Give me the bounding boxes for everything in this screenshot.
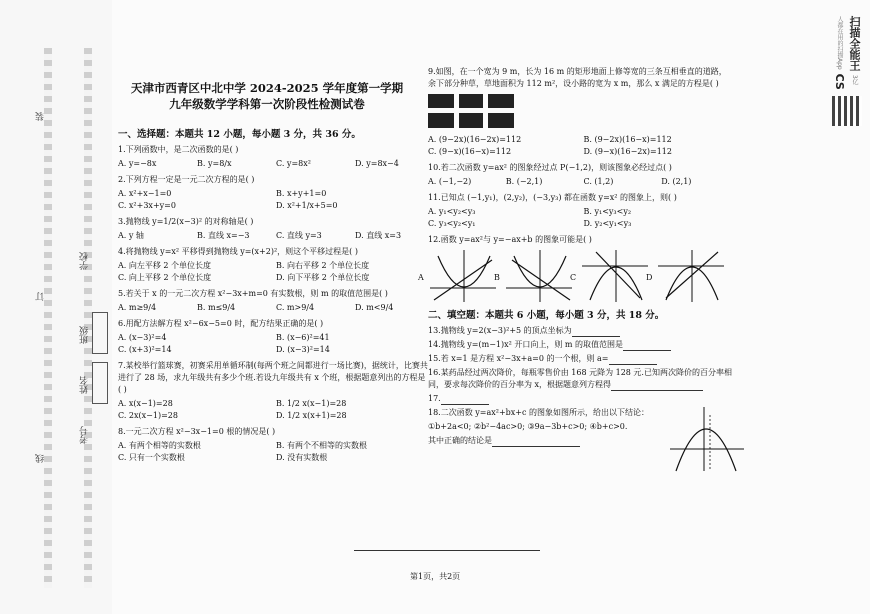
option: C. (1,2)	[583, 177, 614, 186]
field-name: 姓名	[80, 376, 90, 394]
qr-code	[832, 96, 862, 126]
option: D. 没有实数根	[276, 453, 328, 462]
binding-tapes	[44, 48, 96, 588]
exam-content	[112, 62, 845, 592]
left-column	[118, 126, 428, 468]
question: 7.某校举行篮球赛，初赛采用单循环制(每两个班之间都进行一场比赛)，据统计，比赛共进行了 28 场，求九年级共有多少个班.若设九年级共有 x 个班，根据题意列出的方程是( )	[118, 361, 428, 394]
fill-question: 17.	[428, 393, 733, 405]
option: D. x²+1/x+5=0	[276, 201, 338, 210]
answer-blank	[623, 341, 671, 351]
option: A. y 轴	[118, 231, 144, 240]
option: B. 1/2 x(x−1)=28	[276, 399, 347, 408]
title-line2: 九年级数学学科第一次阶段性检测试卷	[169, 97, 365, 111]
parabola-graph	[504, 248, 577, 304]
field-id: 考号	[80, 426, 90, 444]
options	[118, 302, 428, 314]
option: C. (9−x)(16−x)=112	[428, 147, 512, 156]
pencil-mark	[354, 550, 540, 551]
question: 8.一元二次方程 x²−3x−1=0 根的情况是( )	[118, 427, 276, 436]
question: 4.将抛物线 y=x² 平移得到抛物线 y=(x+2)²，则这个平移过程是( )	[118, 247, 358, 256]
answer-blank	[572, 327, 620, 337]
options	[118, 440, 428, 464]
section-heading: 二、填空题：本题共 6 小题，每小题 3 分，共 18 分。	[428, 310, 665, 321]
fill-question: 15.若 x=1 是方程 x²−3x+a=0 的一个根，则 a=	[428, 353, 733, 365]
option: A. (x−3)²=4	[118, 333, 167, 342]
question: 10.若二次函数 y=ax² 的图象经过点 P(−1,2)，则该图象必经过点( )	[428, 163, 672, 172]
brand-sub: 3亿人都在用的扫描App	[836, 16, 858, 85]
option: C. (x+3)²=14	[118, 345, 172, 354]
fill-question: 16.某药品经过两次降价，每瓶零售价由 168 元降为 128 元.已知两次降价的百分率相同，要求每次降价的百分率为 x，根据题意列方程得	[428, 368, 732, 389]
option: B. (9−2x)(16−x)=112	[583, 135, 672, 144]
perforation-strip	[44, 48, 52, 588]
question: 1.下列函数中，是二次函数的是( )	[118, 145, 239, 154]
options	[118, 332, 428, 356]
option: A. 向左平移 2 个单位长度	[118, 261, 212, 270]
option: D. 直线 x=3	[355, 231, 402, 240]
options	[118, 188, 428, 212]
fill-question: 18.二次函数 y=ax²+bx+c 的图象如图所示，给出以下结论：	[428, 408, 650, 417]
binding-margin	[0, 0, 112, 614]
option: A. m≥9/4	[118, 303, 157, 312]
fill-question: 14.抛物线 y=(m−1)x² 开口向上，则 m 的取值范围是	[428, 339, 733, 351]
option: A. 有两个相等的实数根	[118, 441, 201, 450]
option: B. x+y+1=0	[276, 189, 327, 198]
right-column	[418, 64, 733, 479]
question: 2.下列方程一定是一元二次方程的是( )	[118, 175, 255, 184]
graph-label: A	[418, 273, 424, 282]
field-class: 班级	[80, 326, 90, 344]
question: 6.用配方法解方程 x²−6x−5=0 时，配方结果正确的是( )	[118, 319, 324, 328]
options	[428, 134, 733, 158]
options	[118, 158, 428, 170]
option: C. x²+3x+y=0	[118, 201, 176, 210]
question: 12.函数 y=ax²与 y=−ax+b 的图象可能是( )	[428, 235, 592, 244]
parabola-graph	[580, 248, 653, 304]
graph-label: B	[494, 273, 500, 282]
graph-option-d	[646, 248, 726, 304]
option: B. 向右平移 2 个单位长度	[276, 261, 370, 270]
field-school: 学校	[80, 252, 90, 270]
options	[428, 176, 733, 188]
option: B. y=8/x	[197, 159, 232, 168]
class-box	[92, 312, 108, 354]
binding-label: 线	[36, 454, 46, 463]
graph-option-c	[570, 248, 653, 304]
parabola-graph	[656, 248, 726, 304]
option: B. 直线 x=−3	[197, 231, 250, 240]
answer-blank	[609, 355, 657, 365]
answer-blank	[441, 395, 489, 405]
binding-label: 装	[36, 112, 46, 121]
question: 11.已知点 (−1,y₁)，(2,y₂)，(−3,y₃) 都在函数 y=x² 的图象上，则( )	[428, 193, 677, 202]
fill-question: 其中正确的结论是	[428, 435, 733, 447]
page-footer: 第1页，共2页	[410, 572, 461, 581]
option: D. (x−3)²=14	[276, 345, 330, 354]
option: C. 只有一个实数根	[118, 453, 185, 462]
option: D. 1/2 x(x+1)=28	[276, 411, 347, 420]
answer-blank	[611, 381, 703, 391]
option: A. y=−8x	[118, 159, 157, 168]
option: B. (−2,1)	[505, 177, 543, 186]
perforation-strip	[84, 48, 92, 588]
option: B. 有两个不相等的实数根	[276, 441, 367, 450]
option: D. (9−x)(16−2x)=112	[583, 147, 672, 156]
options	[118, 260, 428, 284]
option: A. x²+x−1=0	[118, 189, 172, 198]
option: A. (9−2x)(16−2x)=112	[428, 135, 522, 144]
binding-label: 订	[36, 292, 46, 301]
road-figure	[428, 94, 514, 128]
graph-label: D	[646, 273, 653, 282]
option: C. 2x(x−1)=28	[118, 411, 178, 420]
scanner-brand	[833, 16, 862, 90]
fill-question: 13.抛物线 y=2(x−3)²+5 的顶点坐标为	[428, 325, 733, 337]
parabola-graph	[428, 248, 498, 304]
options	[118, 398, 428, 422]
graph-options	[418, 248, 733, 304]
option: D. (2,1)	[661, 177, 692, 186]
graph-option-a	[418, 248, 498, 304]
question: 9.如图，在一个宽为 9 m，长为 16 m 的矩形地面上修等宽的三条互相垂直的道路，余下部分种草，草地面积为 112 m²，设小路的宽为 x m，那么 x 满足的方程是( )	[428, 67, 727, 88]
answer-blank	[492, 437, 580, 447]
option: C. 直线 y=3	[276, 231, 322, 240]
option: B. y₁<y₃<y₂	[583, 207, 632, 216]
option: C. y=8x²	[276, 159, 311, 168]
option: C. 向上平移 2 个单位长度	[118, 273, 212, 282]
name-box	[92, 362, 108, 404]
option: A. x(x−1)=28	[118, 399, 173, 408]
option: D. m<9/4	[355, 303, 394, 312]
option: B. m≤9/4	[197, 303, 236, 312]
option: D. y=8x−4	[355, 159, 399, 168]
graph-label: C	[570, 273, 577, 282]
exam-title	[122, 80, 412, 112]
section-heading: 一、选择题：本题共 12 小题，每小题 3 分，共 36 分。	[118, 129, 361, 140]
option: D. y₂<y₁<y₃	[583, 219, 632, 228]
graph-option-b	[494, 248, 577, 304]
options	[428, 206, 733, 230]
option: A. (−1,−2)	[428, 177, 472, 186]
brand-badge: CS	[833, 73, 846, 90]
option: A. y₁<y₂<y₃	[428, 207, 476, 216]
question: 3.抛物线 y=1/2(x−3)² 的对称轴是( )	[118, 217, 254, 226]
fill-question: ①b+2a<0; ②b²−4ac>0; ③9a−3b+c>0; ④b+c>0.	[428, 422, 628, 431]
option: C. y₃<y₂<y₁	[428, 219, 476, 228]
option: B. (x−6)²=41	[276, 333, 330, 342]
title-line1: 天津市西青区中北中学 2024-2025 学年度第一学期	[130, 81, 404, 95]
brand-main: 扫描全能王	[848, 16, 861, 71]
parabola-figure	[668, 405, 748, 475]
option: D. 向下平移 2 个单位长度	[276, 273, 370, 282]
option: C. m>9/4	[276, 303, 315, 312]
question: 5.若关于 x 的一元二次方程 x²−3x+m=0 有实数根，则 m 的取值范围是( )	[118, 289, 388, 298]
options	[118, 230, 428, 242]
